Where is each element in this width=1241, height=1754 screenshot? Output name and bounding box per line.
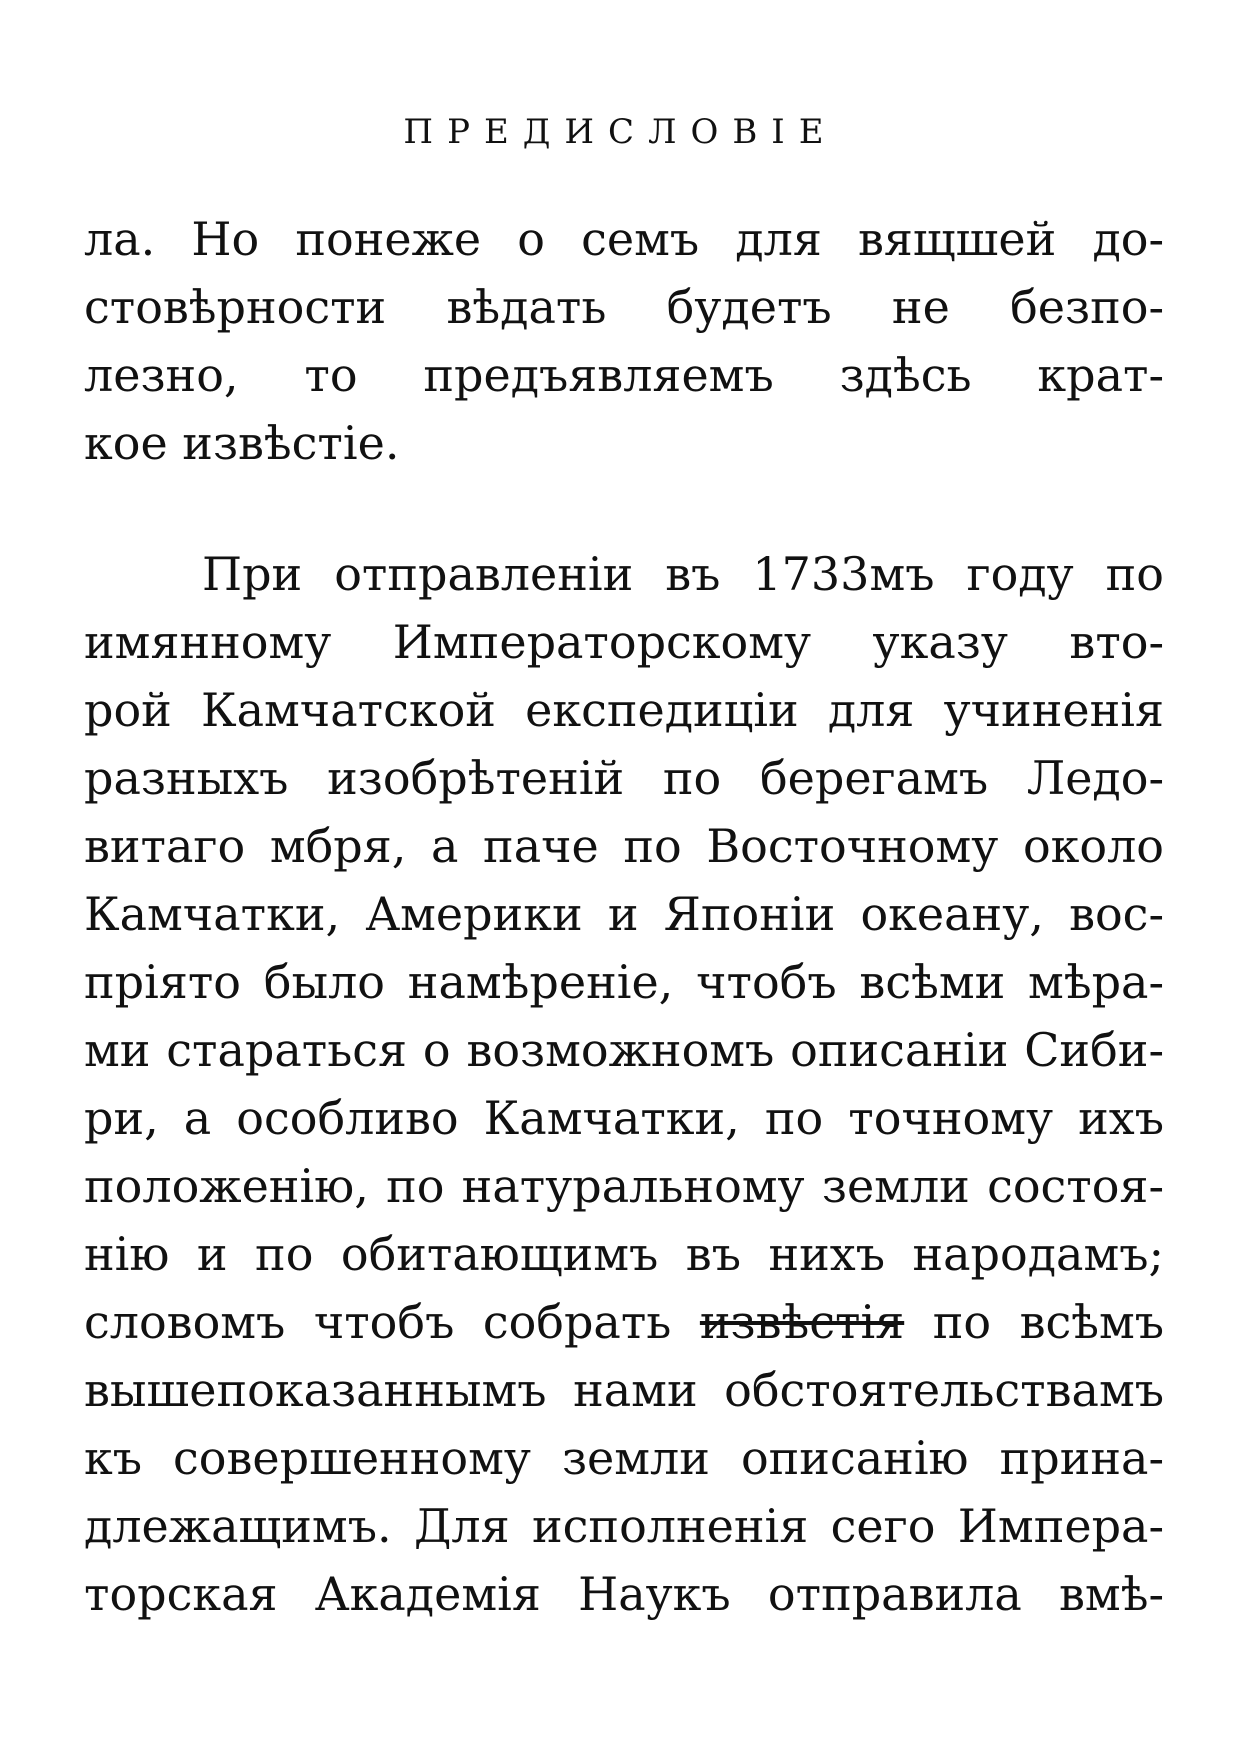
text-line: къ совершенному земли описанію прина- [84,1431,1164,1485]
text-line: положенію, по натуральному земли состоя- [84,1159,1164,1213]
text-line: Камчатки, Америки и Японіи океану, вос- [84,887,1164,941]
text-line: ми стараться о возможномъ описаніи Сиби- [84,1023,1164,1077]
text-line: витаго мбря, а паче по Восточному около [84,819,1164,873]
text-line: ри, а особливо Камчатки, по точному ихъ [84,1091,1164,1145]
text-line [84,1288,1164,1356]
text-line: нію и по обитающимъ въ нихъ народамъ; [84,1227,1164,1281]
text-line: стовѣрности вѣдать будетъ не безпо- [84,280,1164,334]
text-segment: по всѣмъ [932,1295,1165,1349]
text-line: имянному Императорскому указу вто- [84,615,1164,669]
text-segment: словомъ чтобъ собрать [84,1295,672,1349]
text-line: ла. Но понеже о семъ для вящшей до- [84,212,1164,266]
page-header: ПРЕДИСЛОВІЕ [403,112,838,152]
text-line: лезно, то предъявляемъ здѣсь крат- [84,348,1164,402]
text-line: При отправленіи въ 1733мъ году по [202,547,1164,601]
paragraph-main [84,540,1164,1628]
text-line: торская Академія Наукъ отправила вмѣ- [84,1567,1164,1621]
text-line: вышепоказаннымъ нами обстоятельствамъ [84,1363,1164,1417]
text-line: кое извѣстіе. [84,416,400,470]
text-line: рой Камчатской експедиціи для учиненія [84,683,1164,737]
text-line: разныхъ изобрѣтеній по берегамъ Ледо- [84,751,1164,805]
text-line: пріято было намѣреніе, чтобъ всѣми мѣра- [84,955,1164,1009]
struck-word: извѣстія [699,1295,905,1349]
text-line: длежащимъ. Для исполненія сего Импера- [84,1499,1164,1553]
paragraph-continued [84,205,1164,477]
